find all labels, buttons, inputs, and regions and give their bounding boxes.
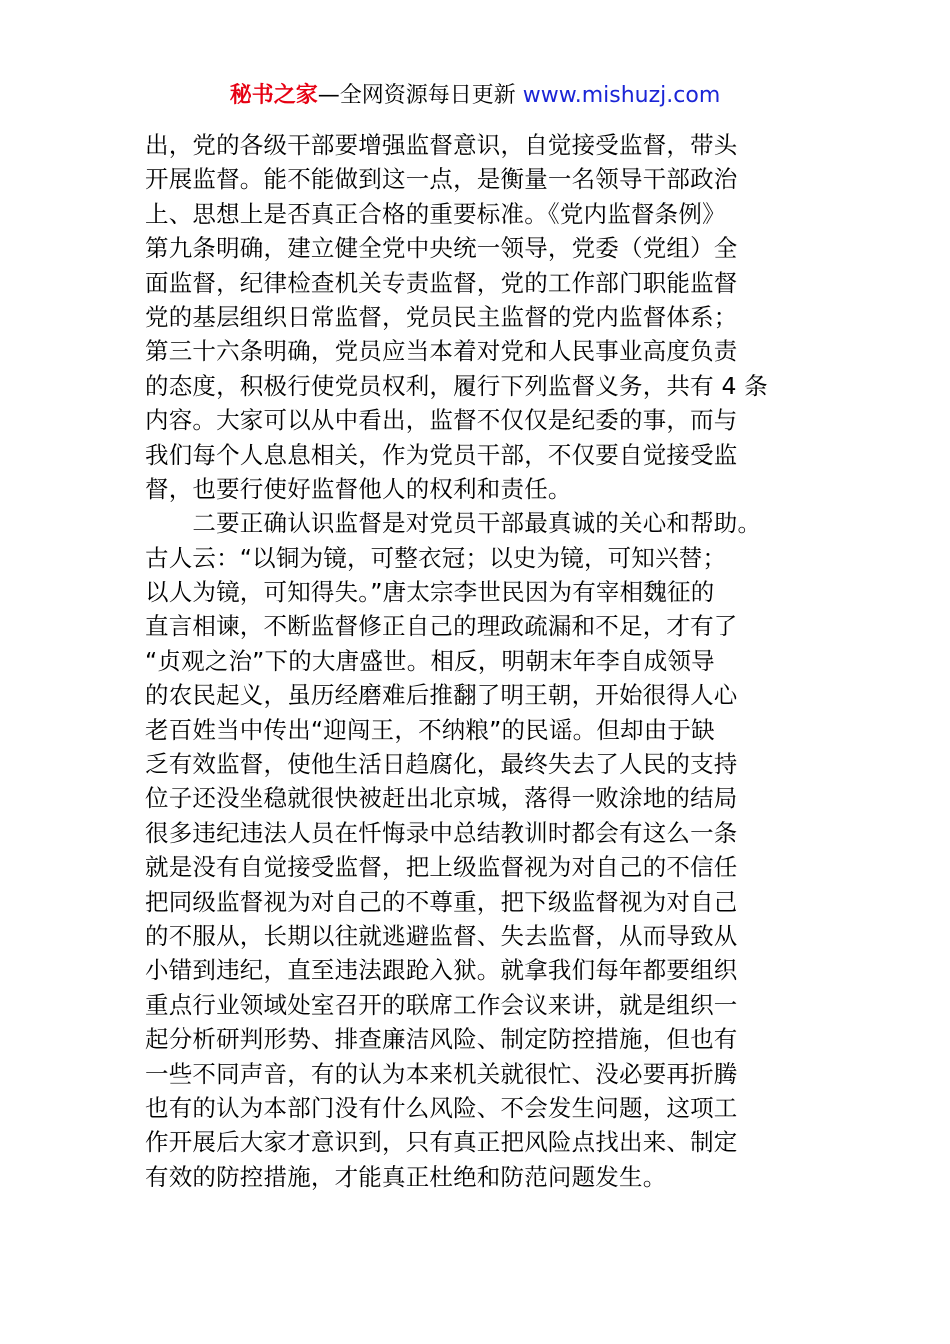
text-line: 也有的认为本部门没有什么风险、不会发生问题，这项工 xyxy=(145,1093,738,1122)
text-line: 面监督，纪律检查机关专责监督，党的工作部门职能监督 xyxy=(145,268,738,297)
text-line: 小错到违纪，直至违法跟跄入狱。就拿我们每年都要组织 xyxy=(145,956,738,985)
text-line: 直言相谏，不断监督修正自己的理政疏漏和不足，才有了 xyxy=(145,612,738,641)
text-line: 第三十六条明确，党员应当本着对党和人民事业高度负责 xyxy=(145,337,738,366)
paragraph-start-line: 二要正确认识监督是对党员干部最真诚的关心和帮助。 xyxy=(145,509,762,538)
text-line: 的农民起义，虽历经磨难后推翻了明王朝，开始很得人心 xyxy=(145,681,738,710)
text-line: 作开展后大家才意识到，只有真正把风险点找出来、制定 xyxy=(145,1128,738,1157)
text-line: 古人云：“以铜为镜，可整衣冠；以史为镜，可知兴替； xyxy=(145,543,727,572)
text-line: 的态度，积极行使党员权利，履行下列监督义务，共有 4 条 xyxy=(145,371,768,400)
text-line: 位子还没坐稳就很快被赶出北京城，落得一败涂地的结局 xyxy=(145,784,738,813)
site-tagline: —全网资源每日更新 xyxy=(317,83,523,108)
text-line: 出，党的各级干部要增强监督意识，自觉接受监督，带头 xyxy=(145,131,738,159)
text-line: 一些不同声音，有的认为本来机关就很忙、没必要再折腾 xyxy=(145,1059,738,1088)
text-line: 乏有效监督，使他生活日趋腐化，最终失去了人民的支持 xyxy=(145,750,738,779)
text-line: 开展监督。能不能做到这一点，是衡量一名领导干部政治 xyxy=(145,165,738,194)
text-line: 的不服从，长期以往就逃避监督、失去监督，从而导致从 xyxy=(145,921,738,950)
site-url-link[interactable]: www.mishuzj.com xyxy=(522,83,721,108)
page-header xyxy=(0,80,950,112)
text-line: 很多违纪违法人员在忏悔录中总结教训时都会有这么一条 xyxy=(145,818,738,847)
site-brand: 秘书之家 xyxy=(229,83,318,108)
text-line: “贞观之治”下的大唐盛世。相反，明朝末年李自成领导 xyxy=(145,646,715,675)
text-line: 起分析研判形势、排查廉洁风险、制定防控措施，但也有 xyxy=(145,1025,738,1054)
document-body xyxy=(145,128,810,1194)
text-line: 有效的防控措施，才能真正杜绝和防范问题发生。 xyxy=(145,1162,667,1191)
text-line: 第九条明确，建立健全党中央统一领导，党委（党组）全 xyxy=(145,234,738,263)
text-line: 以人为镜，可知得失。”唐太宗李世民因为有宰相魏征的 xyxy=(145,578,715,607)
text-line: 党的基层组织日常监督，党员民主监督的党内监督体系； xyxy=(145,302,738,331)
text-line: 就是没有自觉接受监督，把上级监督视为对自己的不信任 xyxy=(145,853,738,882)
text-line: 督，也要行使好监督他人的权利和责任。 xyxy=(145,474,572,503)
text-line: 我们每个人息息相关，作为党员干部，不仅要自觉接受监 xyxy=(145,440,738,469)
text-line: 重点行业领域处室召开的联席工作会议来讲，就是组织一 xyxy=(145,990,738,1019)
text-line: 老百姓当中传出“迎闯王，不纳粮”的民谣。但却由于缺 xyxy=(145,715,715,744)
text-line: 上、思想上是否真正合格的重要标准。《党内监督条例》 xyxy=(145,199,726,228)
text-line: 内容。大家可以从中看出，监督不仅仅是纪委的事，而与 xyxy=(145,406,738,435)
text-line: 把同级监督视为对自己的不尊重，把下级监督视为对自己 xyxy=(145,887,738,916)
